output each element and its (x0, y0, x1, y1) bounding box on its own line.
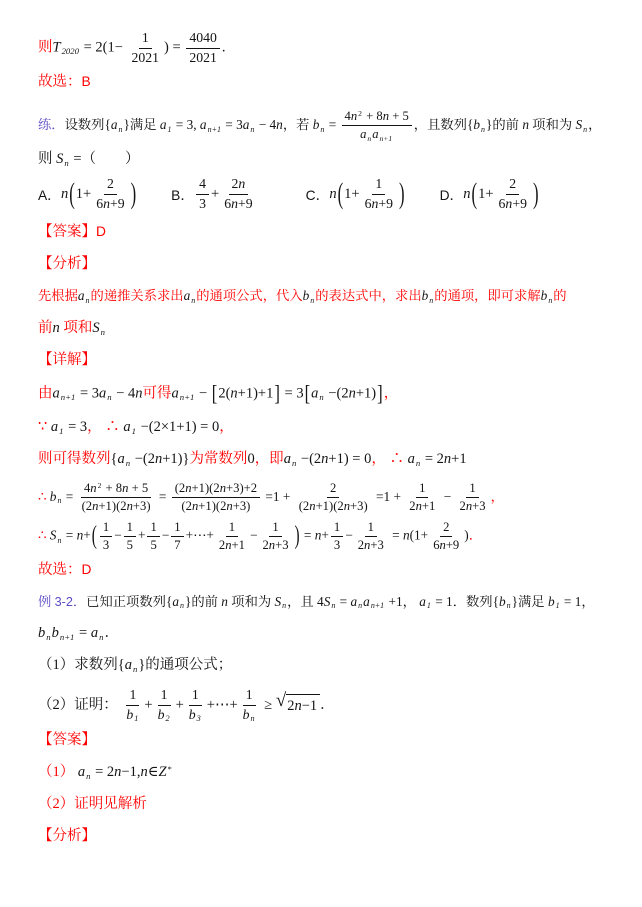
derivation-bn-formula: ∴ $b_n$ = $\frac{4n^2 + 8n + 5}{(2n+1)(2n+3)}$ = $\frac{(2n+1)(2n+3)+2}{(2n+1)(2n+3)}$ =1 + $\frac{2}{(2n+1)(2n+3)}$ =1 + $\frac{1}{2n+1}$ − $\frac{1}{2n+3}$ ， (38, 480, 504, 514)
problem-3-2-part-1: （1）求数列$\{a_n\}$的通项公式； (38, 656, 233, 674)
option-a: A． n ( 1+ $\frac{2}{6n+9}$ ) (38, 176, 137, 211)
answer-statement-D: 故选：D (38, 561, 92, 578)
derivation-step-3: 则可得数列$\{a_n -(2n+1)\}$为常数列0，即$a_n -(2n+1) = 0$， ∴ $a_n = 2n+1$ (38, 450, 467, 468)
answer-label-D: 【答案】D (38, 224, 106, 241)
problem-lian-question: 则 $S_n$ =（ ） (38, 151, 140, 169)
problem-3-2-statement-2: $b_nb_{n+1} = a_n$． (38, 624, 119, 642)
derivation-sn-formula: ∴ $S_n = n+$( $\frac{1}{3}$ − $\frac{1}{5}$ + $\frac{1}{5}$ − $\frac{1}{7}$ +⋯+ $\frac{1}{2n+1}$ − $\frac{1}{2n+3}$ ) = n+ $\frac{1}{3}$ − $\frac{1}{2n+3}$ = n(1+ $\frac{2}{6n+9}$ )． (38, 520, 482, 553)
problem-lian-statement: 练．设数列$\{a_n\}$满足 $a_1 = 3$, $a_{n+1} = 3a_n - 4n$，若 $b_n$ = $\frac{4n^2 + 8n + 5}{a_na_{n+1}}$ ，且数列$\{b_n\}$的前 n 项和为 $S_n$， (38, 109, 602, 144)
answer-part-1: （1） $a_n$ = 2n−1,n∈Z* (38, 763, 172, 782)
answer-label: 【答案】 (38, 732, 96, 749)
detail-label: 【详解】 (38, 351, 96, 368)
option-b: B． $\frac{4}{3}$ + $\frac{2n}{6n+9}$ (171, 176, 253, 211)
derivation-step-1: 由$a_{n+1} = 3a_n - 4n$可得$a_{n+1} - [2(n+1)+1] = 3[a_n -(2n+1)]$， (38, 380, 399, 406)
derivation-step-2: ∵ $a_1 = 3$， ∴ $a_1 -(2\times 1+1) = 0$， (38, 418, 234, 436)
analysis-label-2: 【分析】 (38, 828, 96, 845)
answer-statement-B: 故选：B (38, 74, 91, 91)
analysis-text-2: 前n 项和$S_n$ (38, 319, 105, 337)
answer-part-2: （2）证明见解析 (38, 796, 147, 813)
problem-3-2-part-2: （2）证明： $\frac{1}{b_1}$ + $\frac{1}{b_2}$ + $\frac{1}{b_3}$ +⋯+ $\frac{1}{b_n}$ ≥ √ 2n−1 ． (38, 686, 335, 724)
analysis-label-1: 【分析】 (38, 256, 96, 273)
problem-3-2-statement: 例 3-2．已知正项数列$\{a_n\}$的前 n 项和为 $S_n$，且 $4S_n = a_na_{n+1} +1$， $a_1 = 1$．数列$\{b_n\}$满足 $b_1 = 1$， (38, 593, 595, 611)
option-d: D． n ( 1+ $\frac{2}{6n+9}$ ) (439, 176, 539, 211)
analysis-text-1: 先根据$a_n$的递推关系求出$a_n$的通项公式，代入$b_n$的表达式中，求出$b_n$的通项，即可求解$b_n$的 (38, 288, 567, 306)
answer-options-row (38, 176, 616, 212)
formula-T2020-result: 则$T_{2020} = 2(1-$ $\frac{1}{2021}$ ) = $\frac{4040}{2021}$ . (38, 30, 226, 65)
option-c: C． n ( 1+ $\frac{1}{6n+9}$ ) (305, 176, 405, 211)
